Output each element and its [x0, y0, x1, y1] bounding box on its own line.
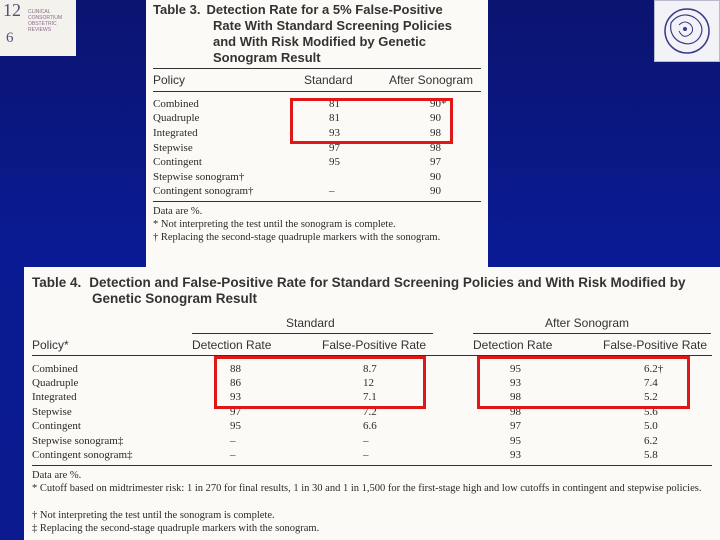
table-4	[24, 267, 720, 540]
column-header-policy: Policy	[153, 73, 186, 87]
table-rule	[153, 201, 481, 202]
table-4-note: Data are %.	[32, 470, 82, 481]
table-rule	[153, 91, 481, 92]
column-header-standard: Standard	[304, 73, 353, 87]
table-row: Contingent sonogram† – 90	[153, 185, 441, 197]
column-header-detection-rate: Detection Rate	[192, 338, 272, 352]
logo	[0, 0, 76, 56]
table-3-footnote: * Not interpreting the test until the sonogram is complete.	[153, 219, 396, 230]
table-row: Contingent 95 6.6 97 5.0	[32, 420, 658, 432]
column-header-detection-rate-after: Detection Rate	[473, 338, 553, 352]
table-row: Stepwise sonogram† 90	[153, 171, 441, 183]
column-header-false-positive-rate: False-Positive Rate	[322, 338, 427, 352]
column-header-false-positive-rate-after: False-Positive Rate	[603, 338, 708, 352]
group-header-after-sonogram: After Sonogram	[545, 316, 630, 330]
table-rule	[32, 465, 712, 466]
table-3	[146, 0, 488, 268]
table-row: Stepwise 97 98	[153, 142, 441, 154]
table-4-footnote: † Not interpreting the test until the sonogram is complete.	[32, 510, 275, 521]
table-3-footnote: † Replacing the second-stage quadruple markers with the sonogram.	[153, 232, 441, 243]
table-rule	[473, 333, 711, 334]
column-header-after-sonogram: After Sonogram	[389, 73, 474, 87]
table-row: Combined 81 90*	[153, 98, 447, 110]
stamp-image	[654, 0, 720, 62]
table-row: Integrated 93 98	[153, 127, 441, 139]
table-row: Contingent sonogram‡ – – 93 5.8	[32, 449, 658, 461]
table-row: Integrated 93 7.1 98 5.2	[32, 391, 658, 403]
table-rule	[153, 68, 481, 69]
stamp-drawing-icon	[655, 1, 719, 61]
table-row: Quadruple 86 12 93 7.4	[32, 377, 658, 389]
table-row: Stepwise sonogram‡ – – 95 6.2	[32, 435, 658, 447]
table-row: Combined 88 8.7 95 6.2†	[32, 363, 664, 375]
table-rule	[192, 333, 433, 334]
table-4-footnote: * Cutoff based on midtrimester risk: 1 in 270 for final results, 1 in 30 and 1 in 1,500 for the first-stage high and low cutoffs in contingent and stepwise policies.	[32, 483, 702, 494]
logo-text: CLINICAL CONSORTIUM OBSTETRIC REVIEWS	[28, 9, 63, 33]
highlight-box	[290, 98, 453, 144]
table-row: Stepwise 97 7.2 98 5.6	[32, 406, 658, 418]
logo-number-top: 12	[3, 0, 21, 20]
table-3-note: Data are %.	[153, 206, 203, 217]
column-header-policy: Policy*	[32, 338, 69, 352]
logo-number-bottom: 6	[6, 30, 14, 46]
table-3-caption: Table 3. Detection Rate for a 5% False-Positive Rate With Standard Screening Policies and With Risk Modified by Genetic Sonogram Result	[153, 2, 452, 65]
highlight-box	[214, 356, 426, 409]
table-4-caption: Table 4. Detection and False-Positive Rate for Standard Screening Policies and With Risk Modified by Genetic Sonogram Result	[32, 275, 686, 306]
table-row: Quadruple 81 90	[153, 112, 441, 124]
highlight-box	[477, 356, 690, 409]
table-4-footnote: ‡ Replacing the second-stage quadruple markers with the sonogram.	[32, 523, 320, 534]
table-row: Contingent 95 97	[153, 156, 441, 168]
group-header-standard: Standard	[286, 316, 335, 330]
